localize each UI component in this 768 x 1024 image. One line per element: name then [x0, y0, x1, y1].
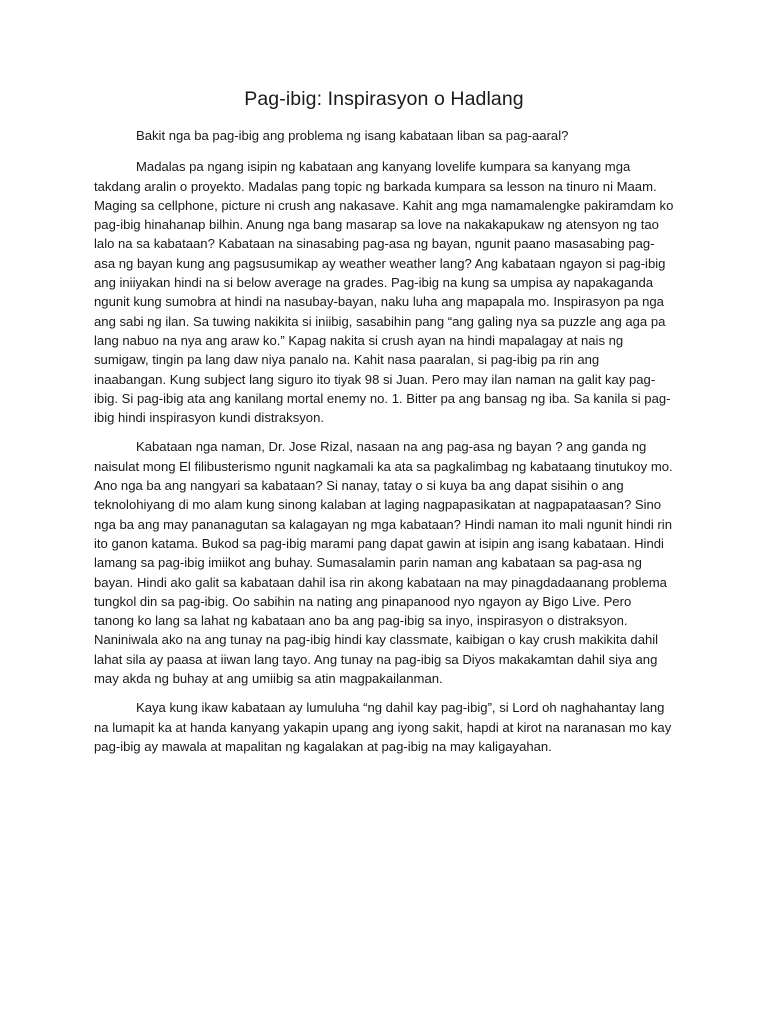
document-title: Pag-ibig: Inspirasyon o Hadlang [244, 88, 524, 110]
body-paragraph-3: Kaya kung ikaw kabataan ay lumuluha “ng dahil kay pag-ibig”, si Lord oh naghahantay lang na lumapit ka at handa kanyang yakapin upang ang iyong sakit, hapdi at kirot na naranasan mo kay pag-ibig ay mawala at mapalitan ng kagalakan at pag-ibig na may kaligayahan. [94, 700, 672, 754]
intro-question: Bakit nga ba pag-ibig ang problema ng isang kabataan liban sa pag-aaral? [136, 128, 569, 143]
body-paragraph-2: Kabataan nga naman, Dr. Jose Rizal, nasaan na ang pag-asa ng bayan ? ang ganda ng naisulat mong El filibusterismo ngunit nagkamali ka ata sa pagkalimbag ng kabataang tinutukoy mo. Ano nga ba ang nangyari sa kabataan? Si nanay, tatay o si kuya ba ang dapat sisihin o ang teknolohiyang di mo alam kung sinong kalaban at laging nagpapasikatan at nagpapataasan? Sino nga ba ang may pananagutan sa kalagayan ng mga kabataan? Hindi naman ito mali ngunit hindi rin ito ganon katama. Bukod sa pag-ibig marami pang dapat gawin at isipin ang isang kabataan. Hindi lamang sa pag-ibig imiikot ang buhay. Sumasalamin parin naman ang kabataan sa pag-asa ng bayan. Hindi ako galit sa kabataan dahil isa rin akong kabataan na may pinagdadaanang problema tungkol din sa pag-ibig. Oo sabihin na nating ang pinapanood nyo ngayon ay Bigo Live. Pero tanong ko lang sa lahat ng kabataan ano ba ang pag-ibig sa inyo, inspirasyon o distraksyon. Naniniwala ako na ang tunay na pag-ibig hindi kay classmate, kaibigan o kay crush makikita dahil lahat sila ay paasa at iiwan lang tayo. Ang tunay na pag-ibig sa Diyos makakamtan dahil siya ang may akda ng buhay at ang umiibig sa atin magpakailanman. [94, 439, 673, 687]
body-paragraph-1: Madalas pa ngang isipin ng kabataan ang kanyang lovelife kumpara sa kanyang mga takdang aralin o proyekto. Madalas pang topic ng barkada kumpara sa lesson na tinuro ni Maam. Maging sa cellphone, picture ni crush ang nakasave. Kahit ang mga namamalengke pakiramdam ko pag-ibig hinahanap bilhin. Anung nga bang masarap sa love na nakakapukaw ng atensyon ng tao lalo na sa kabataan? Kabataan na sinasabing pag-asa ng bayan, ngunit paano masasabing pag-asa ng bayan kung ang pagsusumikap ay weather weather lang? Ang kabataan ngayon si pag-ibig ang iniiyakan hindi na si below average na grades. Pag-ibig na kung sa umpisa ay napakaganda ngunit kung sumobra at hindi na nasubay-bayan, naku luha ang mapapala mo. Inspirasyon pa nga ang sabi ng ilan. Sa tuwing nakikita si iniibig, sasabihin pang “ang galing nya sa puzzle ang aga pa lang nabuo na nya ang araw ko.” Kapag nakita si crush ayan na hindi mapalagay at nais ng sumigaw, tingin pa lang daw niya panalo na. Kahit nasa paaralan, si pag-ibig pa rin ang inaabangan. Kung subject lang siguro ito tiyak 98 si Juan. Pero may ilan naman na galit kay pag-ibig. Si pag-ibig ata ang kanilang mortal enemy no. 1. Bitter pa ang bansag ng iba. Sa kanila si pag-ibig hindi inspirasyon kundi distraksyon. [94, 159, 674, 426]
